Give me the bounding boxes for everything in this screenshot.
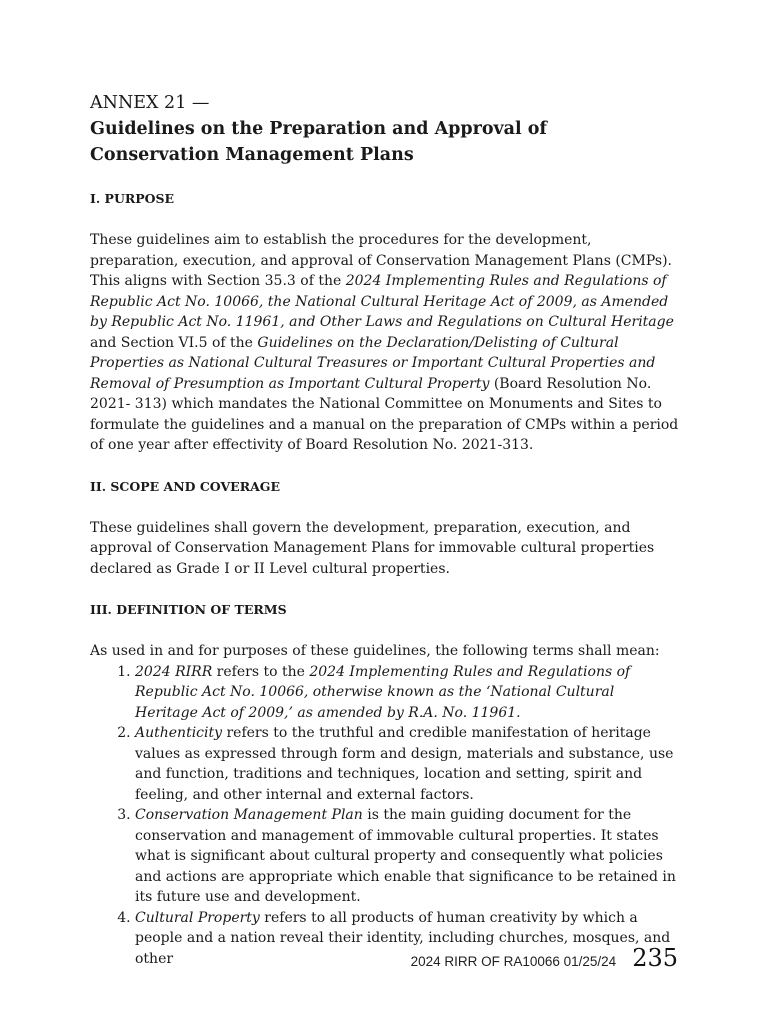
- term-text: refers to the truthful and credible manifestation of heritage values as expressed through form and design, materials and substance, use and function, traditions and techniques, location and setting, spirit and feeling, and other internal and external factors.: [135, 725, 674, 803]
- list-item: [135, 723, 680, 805]
- definitions-list: [90, 662, 680, 970]
- section-heading-purpose: I. PURPOSE: [90, 191, 175, 206]
- purpose-citation-rirr: 2024 Implementing Rules and Regulations of Republic Act No. 10066, the National Cultural Heritage Act of 2009, as Amended by Republic Act No. 11961, and Other Laws and Regulations on Cultural Heritage: [90, 273, 674, 330]
- section-heading-scope: II. SCOPE AND COVERAGE: [90, 478, 280, 494]
- section-heading-definitions: III. DEFINITION OF TERMS: [90, 602, 287, 617]
- term-text: refers to all products of human creativity by which a people and a nation reveal their identity, including churches, mosques, and other: [135, 909, 671, 967]
- term-citation: 2024 Implementing Rules and Regulations of Republic Act No. 10066, otherwise known as the ‘National Cultural Heritage Act of 2009,’ as amended by R.A. No. 11961.: [135, 663, 631, 721]
- term-name: Authenticity: [135, 725, 223, 741]
- term-text: refers to the: [212, 663, 310, 680]
- purpose-paragraph: [90, 230, 680, 456]
- purpose-citation-guidelines: Guidelines on the Declaration/Delisting of Cultural Properties as National Cultural Treasures or Important Cultural Properties and Removal of Presumption as Important Cultural Property: [90, 334, 656, 392]
- list-item: [135, 805, 680, 908]
- term-text: is the main guiding document for the conservation and management of immovable cultural properties. It states what is significant about cultural property and consequently what policies and actions are appropriate which enable that significance to be retained in its future use and development.: [135, 807, 676, 905]
- list-item: [135, 662, 680, 724]
- purpose-text-end: (Board Resolution No. 2021- 313) which mandates the National Committee on Monuments and Sites to formulate the guidelines and a manual on the preparation of CMPs within a period of one year after effectivity of Board Resolution No. 2021-313.: [90, 375, 679, 453]
- document-page: [90, 90, 680, 969]
- term-name: Cultural Property: [135, 909, 260, 926]
- scope-paragraph: These guidelines shall govern the development, preparation, execution, and approval of Conservation Management Plans for immovable cultural properties declared as Grade I or II Level cultural properties.: [90, 519, 655, 577]
- footer-document-code: 2024 RIRR OF RA10066 01/25/24: [410, 954, 617, 969]
- annex-title: Guidelines on the Preparation and Approval of Conservation Management Plans: [90, 119, 547, 165]
- page-footer: [411, 944, 678, 972]
- purpose-text-mid: and Section VI.5 of the: [90, 334, 258, 351]
- annex-heading: [90, 90, 680, 168]
- page-number: 235: [632, 944, 678, 972]
- term-name: Conservation Management Plan: [135, 807, 363, 823]
- definitions-intro: As used in and for purposes of these guidelines, the following terms shall mean:: [90, 643, 660, 659]
- annex-label: ANNEX 21 —: [90, 93, 210, 113]
- term-name: 2024 RIRR: [135, 663, 213, 680]
- purpose-text-start: These guidelines aim to establish the procedures for the development, preparation, execution, and approval of Conservation Management Plans (CMPs). This aligns with Section 35.3 of the: [90, 232, 672, 289]
